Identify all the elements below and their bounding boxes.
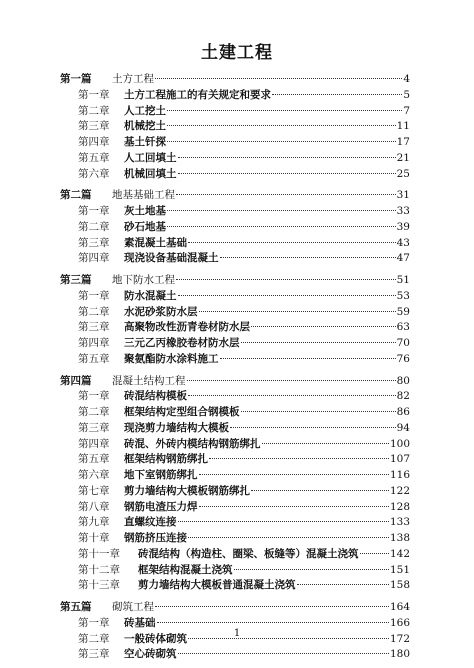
toc-chapter-entry[interactable] — [78, 515, 410, 529]
toc-entry-number: 第六章 — [78, 469, 110, 481]
toc-entry-number: 第一章 — [78, 289, 110, 302]
toc-chapter-entry[interactable] — [78, 500, 410, 514]
toc-part-entry[interactable] — [60, 374, 410, 388]
toc-dot-leader — [297, 583, 389, 585]
toc-entry-number: 第一章 — [78, 205, 110, 217]
toc-entry-page: 21 — [396, 151, 410, 164]
toc-chapter-entry[interactable] — [78, 547, 410, 561]
toc-dot-leader — [187, 379, 396, 381]
toc-entry-title: 地下防水工程 — [112, 274, 175, 286]
toc-entry-number: 第三章 — [78, 421, 110, 434]
toc-entry-page: 180 — [389, 648, 410, 661]
toc-entry-page: 39 — [396, 220, 410, 233]
toc-entry-number: 第十三章 — [78, 579, 120, 592]
toc-entry-title: 砖混结构模板 — [124, 390, 187, 403]
toc-dot-leader — [167, 109, 402, 111]
page-title: 土建工程 — [201, 43, 273, 63]
toc-entry-title: 基土钎探 — [124, 136, 166, 148]
toc-entry-title: 土方工程施工的有关规定和要求 — [124, 88, 271, 101]
toc-dot-leader — [178, 172, 396, 174]
toc-entry-number: 第四章 — [78, 437, 110, 450]
toc-entry-title: 人工挖土 — [124, 104, 166, 117]
toc-dot-leader — [199, 473, 389, 475]
toc-entry-number: 第一篇 — [60, 73, 92, 85]
toc-chapter-entry[interactable] — [78, 563, 410, 577]
toc-entry-number: 第四篇 — [60, 374, 92, 387]
toc-dot-leader — [241, 410, 396, 412]
toc-entry-number: 第二章 — [78, 632, 110, 645]
toc-entry-page: 53 — [396, 289, 410, 302]
toc-entry-title: 框架结构定型组合钢模板 — [124, 406, 240, 418]
toc-entry-number: 第九章 — [78, 516, 110, 529]
toc-chapter-entry[interactable] — [78, 289, 410, 303]
toc-entry-page: 142 — [389, 547, 410, 560]
toc-entry-title: 砖混结构（构造柱、圈梁、板缝等）混凝土浇筑 — [138, 547, 359, 560]
toc-entry-page: 128 — [389, 500, 410, 513]
toc-entry-title: 钢筋电渣压力焊 — [124, 500, 198, 513]
toc-entry-title: 聚氨酯防水涂料施工 — [124, 352, 219, 365]
toc-entry-number: 第二篇 — [60, 189, 92, 202]
toc-entry-title: 灰土地基 — [124, 205, 166, 217]
toc-dot-leader — [178, 294, 396, 296]
toc-entry-number: 第八章 — [78, 500, 110, 513]
toc-entry-page: 166 — [389, 616, 410, 629]
toc-entry-title: 防水混凝土 — [124, 289, 177, 302]
toc-entry-title: 混凝土结构工程 — [112, 374, 186, 387]
toc-entry-number: 第四章 — [78, 337, 110, 349]
page-number: 1 — [233, 628, 241, 639]
toc-entry-title: 素混凝土基础 — [124, 236, 187, 249]
toc-dot-leader — [272, 93, 402, 95]
toc-entry-title: 人工回填土 — [124, 151, 177, 164]
toc-entry-number: 第二章 — [78, 305, 110, 318]
toc-entry-title: 土方工程 — [112, 73, 154, 85]
toc-entry-page: 51 — [396, 274, 410, 286]
toc-chapter-entry[interactable] — [78, 104, 410, 118]
toc-chapter-entry[interactable] — [78, 531, 410, 545]
toc-entry-title: 地下室钢筋绑扎 — [124, 469, 198, 481]
toc-dot-leader — [176, 278, 396, 280]
toc-entry-title: 三元乙丙橡胶卷材防水层 — [124, 337, 240, 349]
toc-chapter-entry[interactable] — [78, 88, 410, 102]
toc-entry-number: 第五章 — [78, 151, 110, 164]
toc-dot-leader — [167, 209, 396, 211]
toc-dot-leader — [167, 124, 396, 126]
toc-entry-number: 第三篇 — [60, 274, 92, 286]
toc-entry-number: 第一章 — [78, 616, 110, 629]
toc-entry-title: 剪力墙结构大模板钢筋绑扎 — [124, 484, 250, 497]
toc-dot-leader — [230, 426, 396, 428]
toc-entry-page: 138 — [389, 532, 410, 544]
toc-entry-title: 砖混、外砖内模结构钢筋绑扎 — [124, 437, 261, 450]
toc-entry-title: 水泥砂浆防水层 — [124, 305, 198, 318]
toc-chapter-entry[interactable] — [78, 452, 410, 466]
toc-dot-leader — [209, 457, 389, 459]
toc-part-entry[interactable] — [60, 273, 410, 287]
toc-entry-number: 第二章 — [78, 406, 110, 418]
toc-entry-title: 地基基础工程 — [112, 189, 175, 202]
toc-entry-page: 11 — [396, 120, 410, 133]
toc-chapter-entry[interactable] — [78, 220, 410, 234]
toc-entry-page: 151 — [389, 563, 410, 576]
toc-entry-page: 94 — [396, 421, 410, 434]
toc-entry-number: 第十章 — [78, 532, 110, 544]
toc-dot-leader — [157, 621, 389, 623]
toc-entry-page: 47 — [396, 252, 410, 265]
toc-entry-number: 第十一章 — [78, 547, 120, 560]
toc-entry-number: 第四章 — [78, 252, 110, 265]
toc-chapter-entry[interactable] — [78, 437, 410, 451]
toc-entry-number: 第七章 — [78, 484, 110, 497]
toc-part-entry[interactable] — [60, 188, 410, 202]
toc-chapter-entry[interactable] — [78, 320, 410, 334]
toc-entry-page: 31 — [396, 189, 410, 202]
toc-chapter-entry[interactable] — [78, 352, 410, 366]
toc-entry-page: 43 — [396, 236, 410, 249]
toc-entry-title: 高聚物改性沥青卷材防水层 — [124, 321, 250, 334]
toc-dot-leader — [262, 442, 389, 444]
toc-chapter-entry[interactable] — [78, 647, 410, 661]
toc-entry-page: 5 — [403, 88, 410, 101]
toc-entry-page: 59 — [396, 305, 410, 318]
toc-entry-page: 70 — [396, 337, 410, 349]
toc-dot-leader — [176, 193, 396, 195]
toc-dot-leader — [251, 325, 396, 327]
toc-entry-number: 第一章 — [78, 390, 110, 403]
toc-entry-number: 第五章 — [78, 453, 110, 466]
toc-part-entry[interactable] — [60, 72, 410, 86]
toc-entry-page: 7 — [403, 104, 410, 117]
toc-entry-title: 直螺纹连接 — [124, 516, 177, 529]
toc-entry-title: 现浇设备基础混凝土 — [124, 252, 219, 265]
toc-entry-page: 33 — [396, 205, 410, 217]
toc-chapter-entry[interactable] — [78, 251, 410, 265]
toc-dot-leader — [167, 140, 396, 142]
toc-entry-number: 第六章 — [78, 167, 110, 180]
toc-entry-page: 17 — [396, 136, 410, 148]
toc-entry-number: 第五章 — [78, 352, 110, 365]
toc-entry-title: 砌筑工程 — [112, 601, 154, 613]
toc-entry-title: 机械挖土 — [124, 120, 166, 133]
toc-entry-page: 86 — [396, 406, 410, 418]
toc-entry-title: 现浇剪力墙结构大模板 — [124, 421, 229, 434]
toc-entry-page: 133 — [389, 516, 410, 529]
toc-entry-page: 158 — [389, 579, 410, 592]
toc-entry-page: 82 — [396, 390, 410, 403]
toc-dot-leader — [188, 394, 396, 396]
toc-chapter-entry[interactable] — [78, 135, 410, 149]
toc-dot-leader — [220, 357, 396, 359]
toc-entry-title: 机械回填土 — [124, 167, 177, 180]
toc-entry-title: 砂石地基 — [124, 220, 166, 233]
toc-entry-page: 107 — [389, 453, 410, 466]
toc-chapter-entry[interactable] — [78, 119, 410, 133]
toc-entry-number: 第三章 — [78, 236, 110, 249]
toc-dot-leader — [234, 568, 389, 570]
toc-chapter-entry[interactable] — [78, 468, 410, 482]
toc-dot-leader — [188, 536, 389, 538]
toc-entry-page: 63 — [396, 321, 410, 334]
toc-chapter-entry[interactable] — [78, 421, 410, 435]
toc-chapter-entry[interactable] — [78, 336, 410, 350]
toc-chapter-entry[interactable] — [78, 484, 410, 498]
toc-dot-leader — [178, 652, 389, 654]
toc-dot-leader — [199, 310, 396, 312]
toc-chapter-entry[interactable] — [78, 204, 410, 218]
toc-dot-leader — [155, 77, 402, 79]
toc-entry-page: 122 — [389, 484, 410, 497]
toc-dot-leader — [251, 489, 389, 491]
toc-entry-number: 第三章 — [78, 120, 110, 133]
toc-chapter-entry[interactable] — [78, 151, 410, 165]
toc-dot-leader — [155, 605, 389, 607]
toc-dot-leader — [178, 156, 396, 158]
toc-chapter-entry[interactable] — [78, 578, 410, 592]
toc-dot-leader — [167, 225, 396, 227]
toc-entry-number: 第一章 — [78, 88, 110, 101]
toc-entry-number: 第四章 — [78, 136, 110, 148]
toc-entry-number: 第二章 — [78, 220, 110, 233]
toc-entry-number: 第三章 — [78, 321, 110, 334]
toc-entry-page: 4 — [403, 73, 410, 85]
toc-entry-title: 空心砖砌筑 — [124, 648, 177, 661]
toc-entry-page: 164 — [389, 601, 410, 613]
toc-entry-number: 第十二章 — [78, 563, 120, 576]
toc-entry-title: 砖基础 — [124, 616, 156, 629]
toc-dot-leader — [178, 520, 389, 522]
toc-chapter-entry[interactable] — [78, 305, 410, 319]
toc-chapter-entry[interactable] — [78, 405, 410, 419]
toc-entry-number: 第三章 — [78, 648, 110, 661]
toc-entry-number: 第二章 — [78, 104, 110, 117]
toc-entry-title: 框架结构混凝土浇筑 — [138, 563, 233, 576]
toc-entry-page: 172 — [389, 632, 410, 645]
toc-chapter-entry[interactable] — [78, 236, 410, 250]
toc-dot-leader — [188, 241, 396, 243]
toc-entry-title: 框架结构钢筋绑扎 — [124, 453, 208, 466]
toc-entry-page: 80 — [396, 374, 410, 387]
toc-dot-leader — [220, 256, 396, 258]
toc-chapter-entry[interactable] — [78, 167, 410, 181]
toc-entry-title: 剪力墙结构大模板普通混凝土浇筑 — [138, 579, 296, 592]
toc-entry-page: 100 — [389, 437, 410, 450]
toc-entry-page: 116 — [389, 469, 410, 481]
toc-entry-title: 钢筋挤压连接 — [124, 532, 187, 544]
toc-dot-leader — [199, 505, 389, 507]
toc-entry-number: 第五篇 — [60, 601, 92, 613]
toc-entry-page: 25 — [396, 167, 410, 180]
toc-part-entry[interactable] — [60, 600, 410, 614]
toc-entry-title: 一般砖体砌筑 — [124, 632, 187, 645]
toc-chapter-entry[interactable] — [78, 389, 410, 403]
toc-dot-leader — [241, 341, 396, 343]
toc-entry-page: 76 — [396, 352, 410, 365]
toc-dot-leader — [360, 552, 389, 554]
